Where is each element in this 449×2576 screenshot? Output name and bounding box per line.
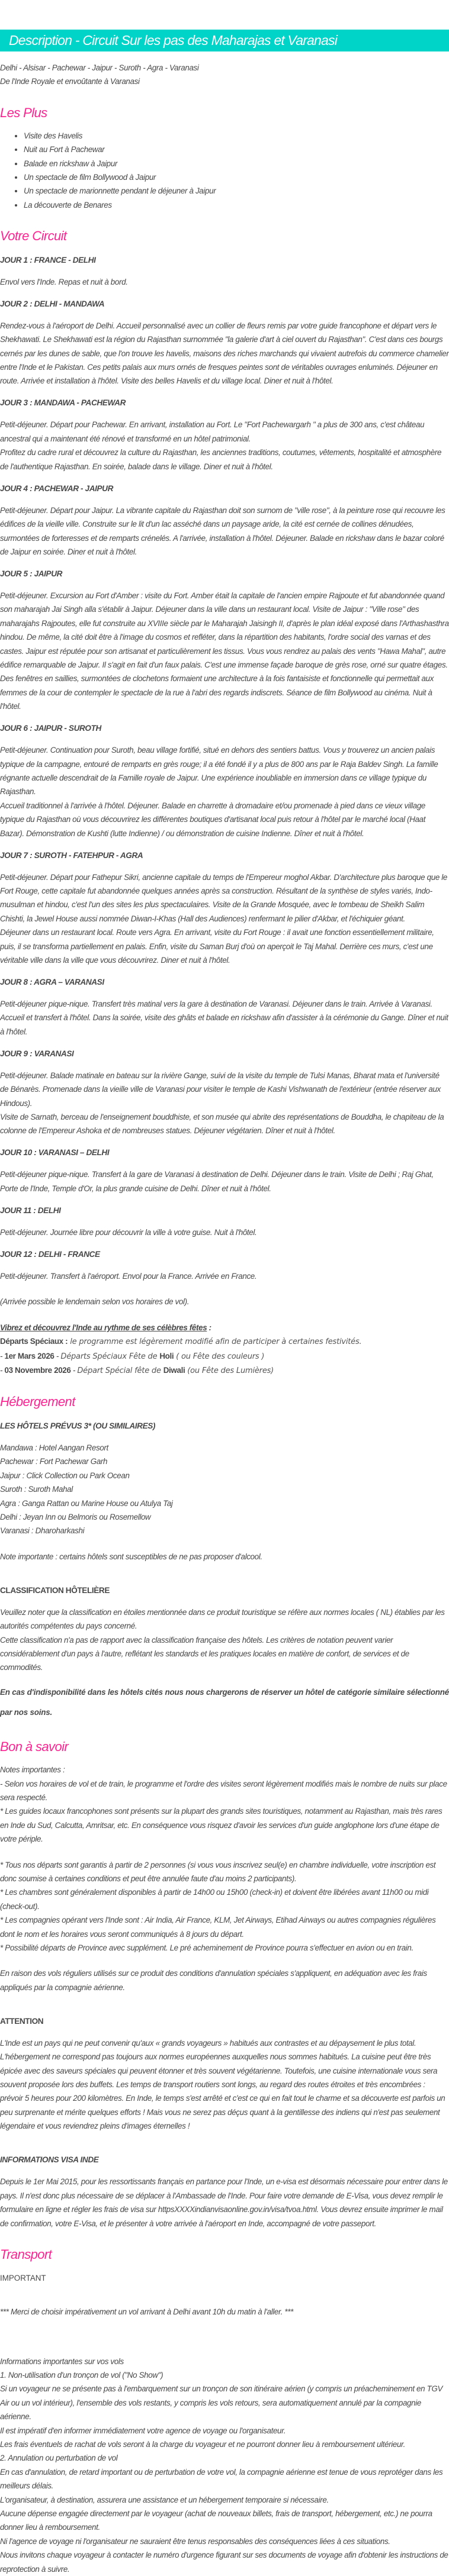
transport-important: IMPORTANT [0, 2274, 46, 2283]
spacer [0, 1538, 449, 1550]
attention-heading: ATTENTION [0, 2016, 44, 2026]
hotel-item: Agra : Ganga Rattan ou Marine House ou Atulya Taj [0, 1498, 173, 1508]
page-title: Description - Circuit Sur les pas des Maharajas et Varanasi [9, 33, 338, 48]
section-title-hebergement: Hébergement [0, 1394, 75, 1410]
festival-text: Départ Spécial fête de [77, 1366, 163, 1375]
itinerary [0, 253, 449, 1283]
hotel-list [0, 1441, 449, 1538]
les-plus-item: • Nuit au Fort à Pachewar [24, 143, 449, 156]
attention-text: L'Inde est un pays qui ne peut convenir qu'aux « grands voyageurs » habitués aux contrastes et au dépaysement le plus total. L'hébergement ne correspond pas toujours aux normes européennes auxquelles nous sommes habitués. La cuisine peut être très épicée avec des saveurs spéciales qui peuvent étonner et très souvent végétarienne. Toutefois, une cuisine internationale vous sera souvent proposée lors des buffets. Les temps de transport routiers sont longs, au regard des routes étroites et très encombrées : prévoir 5 heures pour 200 kilomètres. En Inde, le temps s'est arrêté et c'est ce qui en fait tout le charme et sa découverte est parfois un peu surprenante et mérite quelques efforts ! Mais vous ne serez pas déçus quant à la gentillesse des indiens qui n'est pas seulement légendaire et vous reviendrez pleins d'images éternelles ! [0, 2038, 445, 2131]
note-line: Notes importantes : [0, 1765, 65, 1775]
les-plus-list [0, 129, 449, 212]
day-description: Déjeuner dans un restaurant local. Route vers Agra. En arrivant, visite du Fort Rouge : il avait une fonction essentiellement militaire, puis, il se transforma partiellement en palais. Enfin, visite du Saman Burj d'où on aperçoit le Taj Mahal. Derrière ces murs, c'est une véritable ville dans la ville que vous découvrirez. Diner et nuit à l'hôtel. [0, 928, 434, 965]
hotel-note: Note importante : certains hôtels sont susceptibles de ne pas proposer d'alcool. [0, 1552, 262, 1561]
day-description: Accueil traditionnel à l'arrivée à l'hôtel. Déjeuner. Balade en charrette à dromadaire et/ou promenade à pied dans ce vieux village typique du Rajasthan où vous découvrirez les différentes boutiques d'artisanat local puis retour à l'hôtel par le marché local (Haat Bazar). Démonstration de Kushti (lutte Indienne) / ou démonstration de cuisine Indienne. Dîner et nuit à l'hôtel. [0, 801, 426, 838]
note-line: - Selon vos horaires de vol et de train, le programme et l'ordre des visites seront légèrement modifiés mais le nombre de nuits sur place sera respecté. [0, 1779, 447, 1802]
flight-info-line: Il est impératif d'en informer immédiatement votre agence de voyage ou l'organisateur. [0, 2426, 286, 2435]
day-description: Petit-déjeuner. Départ pour Pachewar. En arrivant, installation au Fort. Le "Fort Pachewargarh " a plus de 300 ans, c'est château ancestral qui a maintenant été rénové et transformé en un hôtel patrimonial. [0, 420, 425, 443]
spacer [0, 1994, 449, 2006]
day-description: Envol vers l'Inde. Repas et nuit à bord. [0, 277, 128, 286]
festivals-title-suffix: : [207, 1323, 211, 1332]
les-plus-item: • Un spectacle de marionnette pendant le déjeuner à Jaipur [24, 184, 449, 198]
spacer [0, 1309, 449, 1321]
festivals-title-line [0, 1321, 449, 1334]
flight-info-line: 1. Non-utilisation d'un tronçon de vol ("No Show") [0, 2370, 163, 2380]
tagline: De l'Inde Royale et envoûtante à Varanasi [0, 77, 140, 86]
note-line: * Tous nos départs sont garantis à partir de 2 personnes (si vous vous inscrivez seul(e) en chambre individuelle, votre inscription est donc soumise à certaines conditions et peut être annulée faute d'au moins 2 participants). [0, 1860, 436, 1884]
note-line: En raison des vols réguliers utilisés sur ce produit des conditions d'annulation spéciales s'appliquent, en adéquation avec les frais appliqués par la compagnie aérienne. [0, 1969, 427, 1992]
day-description: Petit-déjeuner pique-nique. Transfert très matinal vers la gare à destination de Varanasi. Déjeuner dans le train. Arrivée à Varanasi. Accueil et transfert à l'hôtel. Dans la soirée, visite des ghâts et balade en rickshaw afin d'assister à la cérémonie du Gange. Dîner et nuit à l'hôtel. [0, 1000, 448, 1036]
special-departures [0, 1334, 449, 1349]
section-title-transport: Transport [0, 2246, 52, 2262]
flight-info [0, 2355, 449, 2576]
festival-after: ( ou Fête des couleurs ) [174, 1352, 265, 1361]
hotel-item: Varanasi : Dharoharkashi [0, 1526, 85, 1536]
day-title: JOUR 3 : MANDAWA - PACHEWAR [0, 398, 126, 408]
day-description: Rendez-vous à l'aéroport de Delhi. Accueil personnalisé avec un collier de fleurs remis par votre guide francophone et départ vers le Shekhawati. Le Shekhawati est la région du Rajasthan surnommée "la galerie d'art à ciel ouvert du Rajasthan". C'est dans ces bourgs cernés par les dunes de sable, que l'on trouve les havelis, maisons des riches marchands qui vivaient autrefois du commerce chamelier entre l'Inde et le Pakistan. Ces petits palais aux murs ornés de fresques peintes sont de véritables ouvrages enluminés. Déjeuner en route. Arrivée et installation à l'hôtel. Visite des belles Havelis et du village local. Diner et nuit à l'hôtel. [0, 321, 449, 386]
route: Delhi - Alsisar - Pachewar - Jaipur - Suroth - Agra - Varanasi [0, 63, 199, 72]
day-description: Petit-déjeuner. Balade matinale en bateau sur la rivière Gange, suivi de la visite du temple de Tulsi Manas, Bharat mata et l'université de Bénarès. Promenade dans la vieille ville de Varanasi pour visiter le temple de Kashi Vishwanath de l'extérieur (entrée réserver aux Hindous). [0, 1071, 441, 1108]
day-description: Petit-déjeuner. Départ pour Jaipur. La vibrante capitale du Rajasthan doit son surnom de "ville rose", à la peinture rose qui recouvre les édifices de la vieille ville. Construite sur le lit d'un lac asséché dans un paysage aride, la cité est cernée de collines dénudées, surmontées de forteresses et de remparts crénelés. A l'arrivée, installation à l'hôtel. Déjeuner. Balade en rickshaw dans le bazar coloré de Jaipur en soirée. Diner et nuit à l'hôtel. [0, 505, 445, 556]
hotel-item: Pachewar : Fort Pachewar Garh [0, 1457, 108, 1466]
flight-info-line: Si un voyageur ne se présente pas à l'embarquement sur un tronçon de son itinéraire aérien (y compris un préacheminement en TGV Air ou un vol intérieur), l'ensemble des vols restants, y compris les vols retours, sera automatiquement annulé par la compagnie aérienne. [0, 2384, 443, 2422]
spacer [0, 2319, 449, 2355]
spacer [0, 2133, 449, 2145]
festival-date: 03 Novembre 2026 [4, 1365, 71, 1375]
flight-info-line: Les frais éventuels de rachat de vols seront à la charge du voyageur et ne pourront donner lieu à remboursement ultérieur. [0, 2439, 406, 2449]
festival-dates [0, 1349, 449, 1378]
day-title: JOUR 2 : DELHI - MANDAWA [0, 299, 105, 308]
classification-bold: En cas d'indisponibilité dans les hôtels cités nous nous chargerons de réserver un hôtel de catégorie similaire sélectionné par nos soins. [0, 1688, 449, 1717]
day-title: JOUR 7 : SUROTH - FATEHPUR - AGRA [0, 850, 143, 860]
day-title: JOUR 5 : JAIPUR [0, 569, 63, 578]
festival-date-line: - 03 Novembre 2026 - Départ Spécial fête de Diwali (ou Fête des Lumières) [0, 1365, 274, 1375]
classification-text [0, 1605, 449, 1675]
day-title: JOUR 10 : VARANASI – DELHI [0, 1148, 110, 1158]
day-description: Visite de Sarnath, berceau de l'enseignement bouddhiste, et son musée qui abrite des représentations de Bouddha, le chapiteau de la colonne de l'Empereur Ashoka et de nombreuses statues. Déjeuner végétarien. Dîner et nuit à l'hôtel. [0, 1113, 444, 1136]
festivals-title: Vibrez et découvrez l'Inde au rythme de ses célèbres fêtes [0, 1323, 207, 1332]
classification-heading: CLASSIFICATION HÔTELIÈRE [0, 1585, 110, 1595]
classification-paragraph: Veuillez noter que la classification en étoiles mentionnée dans ce produit touristique se réfère aux normes locales ( NL) établies par les autorités compétentes du pays concerné. [0, 1607, 445, 1631]
day-description: Profitez du cadre rural et découvrez la culture du Rajasthan, les anciennes traditions, coutumes, vêtements, hospitalité et atmosphère de l'authentique Rajasthan. En soirée, balade dans le village. Diner et nuit à l'hôtel. [0, 448, 442, 471]
day-description: Petit-déjeuner pique-nique. Transfert à la gare de Varanasi à destination de Delhi. Déjeuner dans le train. Visite de Delhi ; Raj Ghat, Porte de l'Inde, Temple d'Or, la plus grande cuisine de Delhi. Dîner et nuit à l'hôtel. [0, 1170, 434, 1193]
les-plus-item: • Visite des Havelis [24, 129, 449, 143]
visa-heading: INFORMATIONS VISA INDE [0, 2155, 99, 2165]
day-description: Petit-déjeuner. Journée libre pour découvrir la ville à votre guise. Nuit à l'hôtel. [0, 1227, 257, 1237]
flight-info-line: Informations importantes sur vos vols [0, 2356, 124, 2366]
festival-name: Holi [159, 1351, 174, 1360]
day-title: JOUR 4 : PACHEWAR - JAIPUR [0, 483, 114, 493]
hotel-item: Delhi : Jeyan Inn ou Belmoris ou Rosemellow [0, 1512, 151, 1521]
les-plus-item: • La découverte de Benares [24, 198, 449, 212]
spacer [0, 1955, 449, 1966]
hotel-item: Suroth : Suroth Mahal [0, 1485, 73, 1494]
day-description: Petit-déjeuner. Excursion au Fort d'Amber : visite du Fort. Amber était la capitale de l'ancien empire Rajpoute et fut abandonnée quand son maharajah Jai Singh alla s'établir à Jaipur. Déjeuner dans la ville dans un restaurant local. Visite de Jaipur : "Ville rose" des maharajahs Rajpoutes, elle fut construite au XVIIIe siècle par le Maharajah Jaisingh II, d'après le plan idéal exposé dans l'Arthashasthra hindou. De même, la cité doit être à l'image du cosmos et refléter, dans la répartition des habitants, l'ordre social des varnas et des castes. Jaipur est réputée pour son artisanat et particulièrement les tissus. Vous vous rendrez au palais des vents "Hawa Mahal", autre édifice remarquable de Jaipur. Il s'agit en fait d'un faux palais. C'est une immense façade baroque de grès rose, orné sur quatre étages. Des fenêtres en saillies, surmontées de clochetons formaient une architecture à la fois fantaisiste et fonctionnelle qui permettait aux femmes de la cour de contempler le spectacle de la rue à l'abri des regards indiscrets. Séance de film Bollywood au cinéma. Nuit à l'hôtel. [0, 591, 449, 711]
special-label: Départs Spéciaux : [0, 1337, 68, 1346]
flight-info-line: En cas d'annulation, de retard important ou de perturbation de votre vol, la compagnie aérienne est tenue de vous reprotéger dans les meilleurs délais. [0, 2467, 443, 2491]
special-text: le programme est légèrement modifié afin de participer à certaines festivités. [68, 1337, 362, 1347]
title-band [0, 30, 449, 51]
hotel-item: Jaipur : Click Collection ou Park Ocean [0, 1471, 130, 1480]
festival-date-line: - 1er Mars 2026 - Départs Spéciaux Fête de Holi ( ou Fête des couleurs ) [0, 1351, 265, 1361]
day-description: Petit-déjeuner. Continuation pour Suroth, beau village fortifié, situé en dehors des sentiers battus. Vous y trouverez un ancien palais typique de la campagne, entouré de remparts en grès rouge; il a été fondé il y a plus de 800 ans par le Raja Baldev Singh. La famille régnante actuelle descendrait de la Famille royale de Jaipur. Une expérience inoubliable en immersion dans ce village typique du Rajasthan. [0, 746, 438, 797]
note-line: * Les chambres sont généralement disponibles à partir de 14h00 ou 15h00 (check-in) et doivent être libérées avant 11h00 ou midi (check-out). [0, 1888, 429, 1911]
note-line: * Possibilité départs de Province avec supplément. Le pré acheminement de Province pourra s'effectuer en avion ou en train. [0, 1943, 413, 1953]
section-title-circuit: Votre Circuit [0, 228, 67, 244]
flight-info-line: Nous invitons chaque voyageur à contacter le numéro d'urgence figurant sur ses documents de voyage afin d'obtenir les instructions de reprotection à suivre. [0, 2551, 448, 2574]
day-title: JOUR 1 : FRANCE - DELHI [0, 255, 96, 265]
day-title: JOUR 6 : JAIPUR - SUROTH [0, 724, 101, 733]
festival-text: Départs Spéciaux Fête de [60, 1352, 160, 1361]
flight-note: *** Merci de choisir impérativement un vol arrivant à Delhi avant 10h du matin à l'aller. *** [0, 2307, 293, 2317]
les-plus-item: • Un spectacle de film Bollywood à Jaipur [24, 170, 449, 184]
spacer [0, 1283, 449, 1295]
flight-info-line: Aucune dépense engagée directement par le voyageur (achat de nouveaux billets, frais de transport, hébergement, etc.) ne pourra donner lieu à remboursement. [0, 2509, 432, 2532]
note-line: * Les compagnies opérant vers l'Inde sont : Air India, Air France, KLM, Jet Airways, Etihad Airways ou autres compagnies régulières dont le nom et les horaires vous seront communiqués à 8 jours du départ. [0, 1916, 436, 1939]
flight-info-line: L'organisateur, à destination, assurera une assistance et un hébergement temporaire si nécessaire. [0, 2495, 329, 2504]
spacer [0, 2293, 449, 2305]
arrival-note: (Arrivée possible le lendemain selon vos horaires de vol). [0, 1297, 190, 1307]
visa-text: Depuis le 1er Mai 2015, pour les ressortissants français en partance pour l'Inde, un e-visa est désormais nécessaire pour entrer dans le pays. Il n'est donc plus nécessaire de se déplacer à l'Ambassade de l'Inde. Pour faire votre demande de E-Visa, vous devez remplir le formulaire en ligne et régler les frais de visa sur httpsXXXXindianvisaonline.gov.in/visa/tvoa.html. Vous devrez ensuite imprimer le mail de confirmation, votre E-Visa, et le présenter à votre arrivée à l'aéroport en Inde, accompagné de votre passeport. [0, 2177, 448, 2228]
bon-a-savoir-notes [0, 1763, 449, 1994]
hotels-heading: LES HÔTELS PRÉVUS 3* (OU SIMILAIRES) [0, 1421, 156, 1430]
section-title-les-plus: Les Plus [0, 105, 47, 120]
day-title: JOUR 11 : DELHI [0, 1205, 61, 1215]
flight-info-line: Ni l'agence de voyage ni l'organisateur ne sauraient être tenus responsables des conséquences liées à ces situations. [0, 2536, 390, 2546]
day-title: JOUR 12 : DELHI - FRANCE [0, 1249, 100, 1259]
day-description: Petit-déjeuner. Départ pour Fathepur Sikri, ancienne capitale du temps de l'Empereur moghol Akbar. D'architecture plus baroque que le Fort Rouge, cette capitale fut abandonnée quelques années après sa construction. Résultant de la synthèse de styles variés, Indo-musulman et hindou, c'est l'un des sites les plus spectaculaires. Visite de la Grande Mosquée, avec le tombeau de Sheikh Salim Chishti, la Jewel House aussi nommée Diwan-I-Khas (Hall des Audiences) renfermant le pilier d'Akbar, et l'échiquier géant. [0, 872, 448, 923]
spacer [0, 1563, 449, 1575]
day-title: JOUR 9 : VARANASI [0, 1049, 74, 1058]
note-line: * Les guides locaux francophones sont présents sur la plupart des grands sites touristiques, notamment au Rajasthan, mais très rares en Inde du Sud, Calcutta, Amritsar, etc. En conséquence vous risquez d'avoir les services d'un guide anglophone lors d'une étape de votre périple. [0, 1807, 442, 1844]
day-description: Petit-déjeuner. Transfert à l'aéroport. Envol pour la France. Arrivée en France. [0, 1271, 257, 1281]
hotel-item: Mandawa : Hotel Aangan Resort [0, 1443, 108, 1452]
les-plus-item: • Balade en rickshaw à Jaipur [24, 157, 449, 170]
section-title-bon-a-savoir: Bon à savoir [0, 1739, 69, 1755]
festival-name: Diwali [163, 1365, 185, 1375]
classification-paragraph: Cette classification n'a pas de rapport avec la classification française des hôtels. Les critères de notation peuvent varier considérablement d'un pays à l'autre, reflétant les standards et les pratiques locales en matière de confort, de services et de commodités. [0, 1635, 409, 1672]
day-title: JOUR 8 : AGRA – VARANASI [0, 978, 104, 987]
festival-date: 1er Mars 2026 [4, 1351, 54, 1360]
flight-info-line: 2. Annulation ou perturbation de vol [0, 2454, 118, 2463]
festival-after: (ou Fête des Lumières) [185, 1366, 274, 1375]
spacer [0, 1846, 449, 1858]
